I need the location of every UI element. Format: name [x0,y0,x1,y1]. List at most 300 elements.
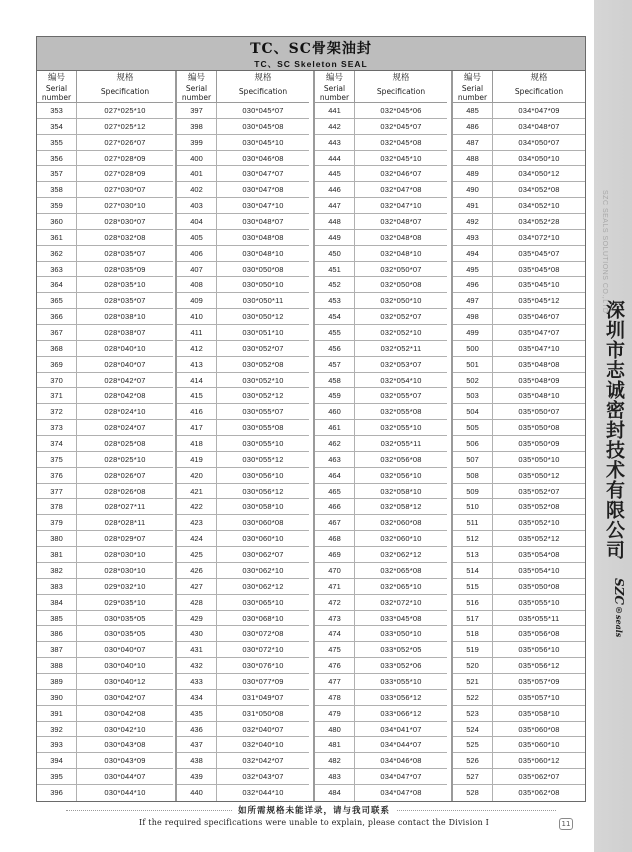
serial-number: 452 [315,277,355,292]
serial-number: 479 [315,706,355,721]
serial-number: 429 [177,611,217,626]
table-row [177,309,309,325]
serial-number: 391 [37,706,77,721]
specification: 032*065*08 [380,565,422,575]
table-row [37,531,173,547]
serial-number: 457 [315,357,355,372]
specification: 034*041*07 [380,724,422,734]
specification: 034*047*08 [380,787,422,797]
table-row [315,690,447,706]
serial-number: 395 [37,769,77,784]
table-row [37,563,173,579]
specification: 029*032*10 [104,581,146,591]
table-row [177,166,309,182]
serial-number: 381 [37,547,77,562]
serial-number: 354 [37,119,77,134]
serial-number: 417 [177,420,217,435]
table-row [37,357,173,373]
specification: 032*048*07 [380,217,422,227]
specification: 030*043*08 [104,740,146,750]
specification: 030*068*10 [242,613,284,623]
serial-number: 359 [37,198,77,213]
table-row [453,246,585,262]
specification: 028*030*07 [104,217,146,227]
specification: 030*055*12 [242,454,284,464]
table-row [37,214,173,230]
serial-number: 375 [37,452,77,467]
serial-number: 468 [315,531,355,546]
table-row [177,674,309,690]
table-row [37,611,173,627]
specification: 032*055*07 [380,391,422,401]
specification: 028*035*07 [104,296,146,306]
serial-number: 440 [177,785,217,801]
table-row [37,420,173,436]
table-row [453,611,585,627]
footer-note-en: If the required specifications were unable to explain, please contact the Division I [139,818,489,827]
table-row [315,198,447,214]
serial-number: 390 [37,690,77,705]
table-row [453,357,585,373]
serial-number: 524 [453,722,493,737]
specification: 035*045*08 [518,264,560,274]
specification: 030*040*07 [104,645,146,655]
serial-number: 481 [315,737,355,752]
logo-text: SZC [612,578,626,605]
specification: 032*062*12 [380,550,422,560]
table-row [315,341,447,357]
serial-number: 444 [315,151,355,166]
serial-number: 415 [177,388,217,403]
serial-number: 355 [37,135,77,150]
table-row [315,246,447,262]
specification: 035*048*08 [518,359,560,369]
table-row [315,737,447,753]
serial-number: 423 [177,515,217,530]
table-row [453,119,585,135]
specification: 032*054*10 [380,375,422,385]
table-row [315,151,447,167]
serial-number: 516 [453,595,493,610]
table-row [453,626,585,642]
serial-number: 377 [37,484,77,499]
table-row [177,611,309,627]
serial-number: 499 [453,325,493,340]
table-row [177,706,309,722]
table-row [177,579,309,595]
specification: 033*052*06 [380,661,422,671]
table-row [453,468,585,484]
serial-number: 420 [177,468,217,483]
table-row [453,642,585,658]
table-row [453,135,585,151]
specification: 027*030*07 [104,185,146,195]
serial-number: 401 [177,166,217,181]
table-row [315,658,447,674]
table-row [37,468,173,484]
spec-header: 规格 Specification [514,73,564,96]
serial-number: 487 [453,135,493,150]
specification: 032*060*10 [380,534,422,544]
table-row [37,182,173,198]
specification: 030*042*07 [104,692,146,702]
specification: 030*035*05 [104,629,146,639]
specification: 030*055*08 [242,423,284,433]
table-row [453,388,585,404]
table-row [453,706,585,722]
specification: 028*030*10 [104,550,146,560]
serial-number: 407 [177,262,217,277]
company-name-en: SZC SEALS SOLUTIONS CO.,LTD [601,190,608,314]
logo-mark: ® [614,604,624,615]
serial-number: 428 [177,595,217,610]
table-row [453,484,585,500]
serial-number: 491 [453,198,493,213]
company-name-cn: 深圳市志诚密封技术有限公司 [603,300,625,560]
specification: 030*050*12 [242,312,284,322]
table-row [453,690,585,706]
table-row [315,452,447,468]
serial-number: 507 [453,452,493,467]
serial-number: 521 [453,674,493,689]
table-row [177,119,309,135]
serial-number: 439 [177,769,217,784]
specification: 028*038*10 [104,312,146,322]
table-row [37,690,173,706]
specification: 030*047*10 [242,201,284,211]
table-row [315,595,447,611]
table-row [177,785,309,801]
specification: 030*048*07 [242,217,284,227]
serial-number: 371 [37,388,77,403]
serial-number: 517 [453,611,493,626]
serial-number: 470 [315,563,355,578]
specification: 032*050*07 [380,264,422,274]
specification: 028*035*07 [104,248,146,258]
specification: 030*062*12 [242,581,284,591]
serial-number: 384 [37,595,77,610]
serial-header: 编号 Serial number [453,71,493,102]
specification: 035*055*10 [518,597,560,607]
table-row [37,277,173,293]
logo-suffix: seals [614,614,624,638]
table-row [37,642,173,658]
table-row [315,579,447,595]
table-row [37,658,173,674]
table-row [315,547,447,563]
table-row [177,262,309,278]
serial-number: 461 [315,420,355,435]
serial-number: 475 [315,642,355,657]
serial-number: 502 [453,373,493,388]
table-row [37,119,173,135]
serial-number: 361 [37,230,77,245]
table-row [453,166,585,182]
serial-number: 416 [177,404,217,419]
table-row [453,753,585,769]
specification: 035*054*10 [518,565,560,575]
specification: 030*060*10 [242,534,284,544]
specification: 035*058*10 [518,708,560,718]
serial-number: 357 [37,166,77,181]
serial-number: 508 [453,468,493,483]
column-group [175,71,309,801]
serial-number: 476 [315,658,355,673]
specification: 028*032*08 [104,232,146,242]
serial-number: 356 [37,151,77,166]
table-row [453,182,585,198]
serial-number: 447 [315,198,355,213]
serial-number: 511 [453,515,493,530]
table-row [177,769,309,785]
specification: 035*052*07 [518,486,560,496]
serial-number: 386 [37,626,77,641]
table-row [453,737,585,753]
specification: 030*042*08 [104,708,146,718]
table-row [177,737,309,753]
table-row [315,357,447,373]
specification: 035*052*12 [518,534,560,544]
specification: 029*035*10 [104,597,146,607]
serial-number: 433 [177,674,217,689]
specification: 035*055*11 [518,613,560,623]
table-row [315,214,447,230]
table-row [37,436,173,452]
specification: 035*050*08 [518,581,560,591]
specification: 035*045*07 [518,248,560,258]
table-row [453,214,585,230]
table-row [315,373,447,389]
specification: 027*030*10 [104,201,146,211]
serial-number: 424 [177,531,217,546]
table-row [177,214,309,230]
table-row [37,753,173,769]
specification: 034*050*07 [518,137,560,147]
serial-number: 363 [37,262,77,277]
table-row [177,563,309,579]
serial-number: 431 [177,642,217,657]
serial-header: 编号 Serial number [177,71,217,102]
specification: 032*055*08 [380,407,422,417]
specification: 028*027*11 [104,502,146,512]
serial-number: 498 [453,309,493,324]
serial-number: 393 [37,737,77,752]
serial-number: 467 [315,515,355,530]
spec-header: 规格 Specification [376,73,426,96]
specification: 030*045*08 [242,121,284,131]
serial-number: 489 [453,166,493,181]
table-groups [37,71,585,801]
serial-number: 399 [177,135,217,150]
serial-number: 397 [177,103,217,118]
table-row [177,515,309,531]
serial-number: 466 [315,499,355,514]
specification: 032*055*10 [380,423,422,433]
table-row [37,499,173,515]
column-group [37,71,173,801]
serial-number: 456 [315,341,355,356]
spec-header: 规格 Specification [100,73,150,96]
specification: 030*077*09 [242,676,284,686]
specification: 033*050*10 [380,629,422,639]
serial-number: 380 [37,531,77,546]
specification: 035*057*10 [518,692,560,702]
specification: 032*040*10 [242,740,284,750]
serial-number: 465 [315,484,355,499]
column-header [37,71,173,103]
column-group [451,71,585,801]
table-row [453,404,585,420]
specification: 032*050*10 [380,296,422,306]
footer-note [36,804,592,834]
table-title [37,37,585,71]
serial-number: 474 [315,626,355,641]
specification: 030*056*10 [242,470,284,480]
table-row [453,785,585,801]
specification: 032*047*10 [380,201,422,211]
table-row [37,103,173,119]
table-row [37,452,173,468]
serial-number: 458 [315,373,355,388]
table-row [37,626,173,642]
serial-number: 421 [177,484,217,499]
specification: 033*066*12 [380,708,422,718]
table-row [453,230,585,246]
specification: 032*053*07 [380,359,422,369]
specification: 030*052*10 [242,375,284,385]
specification: 032*046*07 [380,169,422,179]
serial-number: 396 [37,785,77,801]
serial-number: 443 [315,135,355,150]
specification: 028*030*10 [104,565,146,575]
specification: 034*047*07 [380,772,422,782]
table-row [453,151,585,167]
specification: 032*058*10 [380,486,422,496]
specification: 030*072*08 [242,629,284,639]
table-row [177,722,309,738]
specification: 035*060*10 [518,740,560,750]
serial-number: 497 [453,293,493,308]
table-row [453,262,585,278]
row-list [315,103,447,801]
serial-number: 413 [177,357,217,372]
specification: 030*040*12 [104,676,146,686]
serial-number: 434 [177,690,217,705]
serial-number: 453 [315,293,355,308]
specification: 028*040*10 [104,343,146,353]
table-row [315,325,447,341]
serial-number: 504 [453,404,493,419]
table-row [315,468,447,484]
specification: 035*054*08 [518,550,560,560]
table-row [177,531,309,547]
specification: 030*050*11 [242,296,284,306]
table-row [37,246,173,262]
row-list [177,103,309,801]
serial-number: 405 [177,230,217,245]
table-row [177,753,309,769]
table-row [177,293,309,309]
table-row [37,722,173,738]
specification: 032*045*10 [380,153,422,163]
table-row [315,499,447,515]
table-row [315,753,447,769]
specification: 030*045*07 [242,106,284,115]
specification: 035*050*09 [518,439,560,449]
serial-number: 492 [453,214,493,229]
serial-number: 501 [453,357,493,372]
serial-number: 435 [177,706,217,721]
serial-number: 412 [177,341,217,356]
specification: 032*045*06 [380,106,422,115]
serial-number: 366 [37,309,77,324]
table-row [37,769,173,785]
specification: 030*052*12 [242,391,284,401]
table-row [37,674,173,690]
serial-number: 480 [315,722,355,737]
table-row [177,325,309,341]
specification: 032*050*08 [380,280,422,290]
specification: 034*052*08 [518,185,560,195]
table-row [37,166,173,182]
table-row [37,579,173,595]
table-row [453,595,585,611]
serial-number: 392 [37,722,77,737]
serial-number: 483 [315,769,355,784]
serial-number: 451 [315,262,355,277]
specification: 035*062*08 [518,787,560,797]
specification: 033*055*10 [380,676,422,686]
specification: 033*056*12 [380,692,422,702]
specification: 030*055*10 [242,439,284,449]
specification: 035*050*10 [518,454,560,464]
table-row [315,642,447,658]
table-row [453,341,585,357]
serial-number: 500 [453,341,493,356]
serial-number: 367 [37,325,77,340]
specification: 030*055*07 [242,407,284,417]
table-row [37,373,173,389]
table-row [315,103,447,119]
serial-number: 473 [315,611,355,626]
table-row [315,293,447,309]
serial-number: 514 [453,563,493,578]
table-row [177,103,309,119]
serial-number: 388 [37,658,77,673]
specification: 030*058*10 [242,502,284,512]
specification: 032*058*12 [380,502,422,512]
specification: 034*050*10 [518,153,560,163]
specification: 035*046*07 [518,312,560,322]
specification: 033*052*05 [380,645,422,655]
specification: 027*028*09 [104,153,146,163]
specification: 030*050*08 [242,264,284,274]
specification: 034*052*28 [518,217,560,227]
specification: 035*050*08 [518,423,560,433]
specification: 035*048*09 [518,375,560,385]
specification: 030*072*10 [242,645,284,655]
serial-number: 496 [453,277,493,292]
table-row [37,404,173,420]
specification: 030*044*10 [104,787,146,797]
specification: 030*048*10 [242,248,284,258]
specification: 028*038*07 [104,328,146,338]
specification: 028*024*07 [104,423,146,433]
specification: 035*050*12 [518,470,560,480]
specification: 028*024*10 [104,407,146,417]
table-row [315,706,447,722]
side-band [594,0,632,852]
